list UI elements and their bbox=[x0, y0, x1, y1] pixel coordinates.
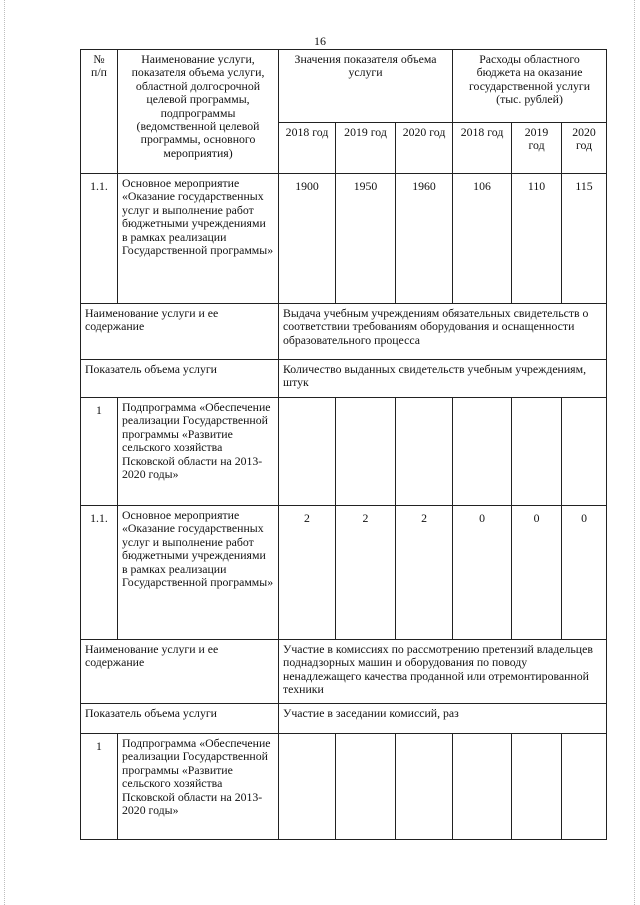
indicator-label: Показатель объема услуги bbox=[81, 704, 279, 734]
value-cell bbox=[453, 734, 512, 840]
table-row bbox=[81, 360, 607, 398]
service-label: Наименование услуги и ее содержание bbox=[81, 304, 279, 360]
service-text: Выдача учебным учреждениям обязательных свидетельств о соответствии требованиям оборудования и оснащенности образовательного процесса bbox=[279, 304, 607, 360]
value-cell bbox=[453, 398, 512, 506]
value-cell: 1900 bbox=[279, 174, 336, 304]
value-cell bbox=[279, 398, 336, 506]
value-cell: 1960 bbox=[396, 174, 453, 304]
row-number: 1 bbox=[81, 398, 118, 506]
value-cell bbox=[512, 398, 562, 506]
table-row bbox=[81, 704, 607, 734]
page-number: 16 bbox=[314, 34, 326, 48]
scan-edge-left bbox=[4, 0, 6, 905]
year-header: 2018 год bbox=[453, 123, 512, 174]
row-number: 1.1. bbox=[81, 174, 118, 304]
group-header-values: Значения показателя объема услуги bbox=[279, 50, 453, 123]
table-row bbox=[81, 398, 607, 506]
value-cell: 106 bbox=[453, 174, 512, 304]
value-cell bbox=[562, 734, 607, 840]
value-cell: 115 bbox=[562, 174, 607, 304]
year-header: 2020 год bbox=[562, 123, 607, 174]
indicator-text: Участие в заседании комиссий, раз bbox=[279, 704, 607, 734]
table-row bbox=[81, 174, 607, 304]
value-cell bbox=[279, 734, 336, 840]
group-header-expenses: Расходы областного бюджета на оказание государственной услуги (тыс. рублей) bbox=[453, 50, 607, 123]
value-cell bbox=[396, 398, 453, 506]
value-cell: 2 bbox=[336, 506, 396, 640]
value-cell bbox=[396, 734, 453, 840]
col-header-number: № п/п bbox=[81, 50, 118, 174]
value-cell: 2 bbox=[279, 506, 336, 640]
table-row bbox=[81, 506, 607, 640]
service-text: Участие в комиссиях по рассмотрению претензий владельцев поднадзорных машин и оборудования по поводу ненадлежащего качества проданной или отремонтированной техники bbox=[279, 640, 607, 704]
row-number: 1 bbox=[81, 734, 118, 840]
value-cell: 1950 bbox=[336, 174, 396, 304]
row-number: 1.1. bbox=[81, 506, 118, 640]
table-row bbox=[81, 304, 607, 360]
value-cell: 0 bbox=[453, 506, 512, 640]
row-name: Основное мероприятие «Оказание государственных услуг и выполнение работ бюджетными учреждениями в рамках реализации Государственной программы» bbox=[118, 506, 279, 640]
row-name: Основное мероприятие «Оказание государственных услуг и выполнение работ бюджетными учреждениями в рамках реализации Государственной программы» bbox=[118, 174, 279, 304]
table-row bbox=[81, 640, 607, 704]
service-label: Наименование услуги и ее содержание bbox=[81, 640, 279, 704]
row-name: Подпрограмма «Обеспечение реализации Государственной программы «Развитие сельского хозяйства Псковской области на 2013-2020 годы» bbox=[118, 398, 279, 506]
row-name: Подпрограмма «Обеспечение реализации Государственной программы «Развитие сельского хозяйства Псковской области на 2013-2020 годы» bbox=[118, 734, 279, 840]
indicator-label: Показатель объема услуги bbox=[81, 360, 279, 398]
table-row bbox=[81, 734, 607, 840]
year-header: 2019 год bbox=[512, 123, 562, 174]
scan-edge-right bbox=[634, 0, 636, 905]
indicator-text: Количество выданных свидетельств учебным учреждениям, штук bbox=[279, 360, 607, 398]
year-header: 2020 год bbox=[396, 123, 453, 174]
value-cell: 0 bbox=[562, 506, 607, 640]
value-cell bbox=[512, 734, 562, 840]
value-cell bbox=[562, 398, 607, 506]
header-row-1 bbox=[81, 50, 607, 123]
value-cell: 0 bbox=[512, 506, 562, 640]
year-header: 2018 год bbox=[279, 123, 336, 174]
year-header: 2019 год bbox=[336, 123, 396, 174]
services-table bbox=[80, 49, 607, 840]
value-cell: 2 bbox=[396, 506, 453, 640]
col-header-name: Наименование услуги, показателя объема услуги, областной долгосрочной целевой программы, подпрограммы (ведомственной целевой программы, основного мероприятия) bbox=[118, 50, 279, 174]
value-cell bbox=[336, 734, 396, 840]
value-cell bbox=[336, 398, 396, 506]
value-cell: 110 bbox=[512, 174, 562, 304]
